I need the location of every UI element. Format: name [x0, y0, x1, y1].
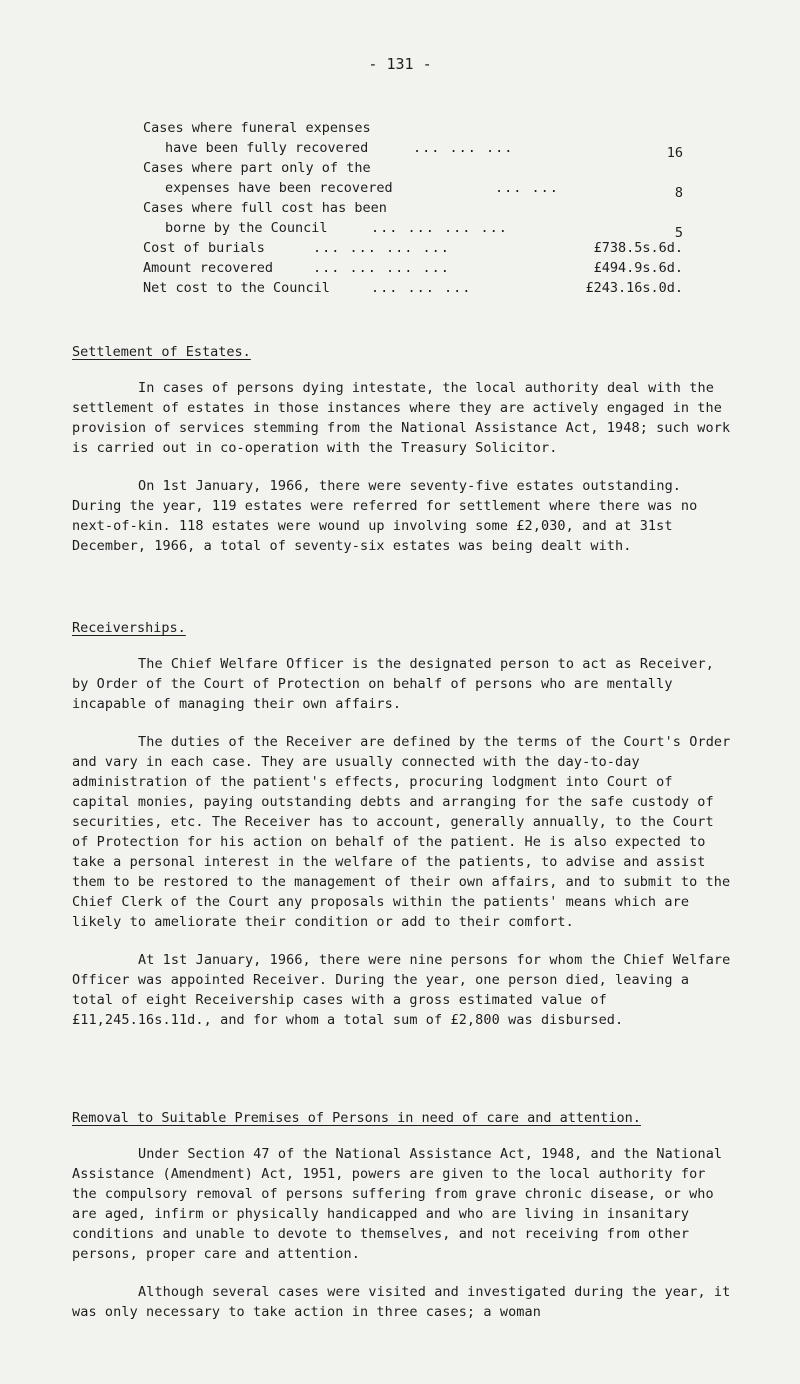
section-settlement-of-estates	[72, 344, 732, 574]
summary-row	[143, 178, 683, 201]
page-number: - 131 -	[368, 55, 432, 73]
leader-dots: ... ... ...	[371, 280, 472, 296]
summary-value: 8	[674, 185, 683, 201]
leader-dots: ... ... ... ...	[313, 240, 450, 256]
summary-row	[143, 218, 683, 241]
summary-label: Cases where funeral expenses	[143, 120, 371, 136]
summary-row	[143, 238, 683, 258]
summary-label: expenses have been recovered	[165, 180, 393, 196]
section-removal-to-suitable-premises	[72, 1110, 732, 1340]
summary-value: 16	[666, 145, 683, 161]
summary-label: Amount recovered	[143, 260, 274, 276]
paragraph: Although several cases were visited and investigated during the year, it was only necessary to take action in three cases; a woman	[72, 1284, 731, 1320]
leader-dots: ... ... ... ...	[313, 260, 450, 276]
summary-label: Cases where part only of the	[143, 160, 371, 176]
paragraph: The duties of the Receiver are defined by the terms of the Court's Order and vary in each case. They are usually connected with the day-to-day administration of the patient's effects, procuring lodgment into Court of capital monies, paying outstanding debts and arranging for the safe custody of securities, etc. The Receiver has to account, generally annually, to the Court of Protection for his action on behalf of the patient. He is also expected to take a personal interest in the welfare of the patients, to advise and assist them to be restored to the management of their own affairs, and to submit to the Chief Clerk of the Court any proposals within the patients' means which are likely to ameliorate their condition or add to their comfort.	[72, 734, 731, 930]
summary-row	[143, 278, 683, 298]
summary-label: Cost of burials	[143, 240, 265, 256]
summary-label: Net cost to the Council	[143, 280, 330, 296]
leader-dots: ... ... ...	[413, 140, 514, 156]
paragraph: At 1st January, 1966, there were nine persons for whom the Chief Welfare Officer was appointed Receiver. During the year, one person died, leaving a total of eight Receivership cases with a gross estimated value of £11,245.16s.11d., and for whom a total sum of £2,800 was disbursed.	[72, 952, 731, 1028]
summary-label: have been fully recovered	[165, 140, 369, 156]
summary-row	[143, 118, 683, 138]
summary-label: Cases where full cost has been	[143, 200, 387, 216]
section-heading: Receiverships.	[72, 620, 186, 636]
paragraph: Under Section 47 of the National Assistance Act, 1948, and the National Assistance (Amendment) Act, 1951, powers are given to the local authority for the compulsory removal of persons suffering from grave chronic disease, or who are aged, infirm or physically handicapped and who are living in insanitary conditions and unable to devote to themselves, and not receiving from other persons, proper care and attention.	[72, 1146, 723, 1262]
summary-label: borne by the Council	[165, 220, 328, 236]
section-heading: Settlement of Estates.	[72, 344, 251, 360]
summary-value: £494.9s.6d.	[593, 260, 683, 276]
paragraph: In cases of persons dying intestate, the local authority deal with the settlement of estates in those instances where they are actively engaged in the provision of services stemming from the National Assistance Act, 1948; such work is carried out in co-operation with the Treasury Solicitor.	[72, 380, 731, 456]
summary-row	[143, 138, 683, 161]
summary-row	[143, 158, 683, 178]
paragraph: On 1st January, 1966, there were seventy-five estates outstanding. During the year, 119 estates were referred for settlement where there was no next-of-kin. 118 estates were wound up involving some £2,030, and at 31st December, 1966, a total of seventy-six estates was being dealt with.	[72, 478, 698, 554]
section-heading: Removal to Suitable Premises of Persons in need of care and attention.	[72, 1110, 641, 1126]
summary-row	[143, 198, 683, 218]
summary-row	[143, 258, 683, 278]
summary-value: £243.16s.0d.	[585, 280, 683, 296]
section-receiverships	[72, 620, 732, 1048]
leader-dots: ... ...	[495, 180, 559, 196]
leader-dots: ... ... ... ...	[371, 220, 508, 236]
paragraph: The Chief Welfare Officer is the designated person to act as Receiver, by Order of the Court of Protection on behalf of persons who are mentally incapable of managing their own affairs.	[72, 656, 714, 712]
summary-value: £738.5s.6d.	[593, 240, 683, 256]
summary-value: 5	[674, 225, 683, 241]
burial-cost-summary	[143, 118, 683, 298]
